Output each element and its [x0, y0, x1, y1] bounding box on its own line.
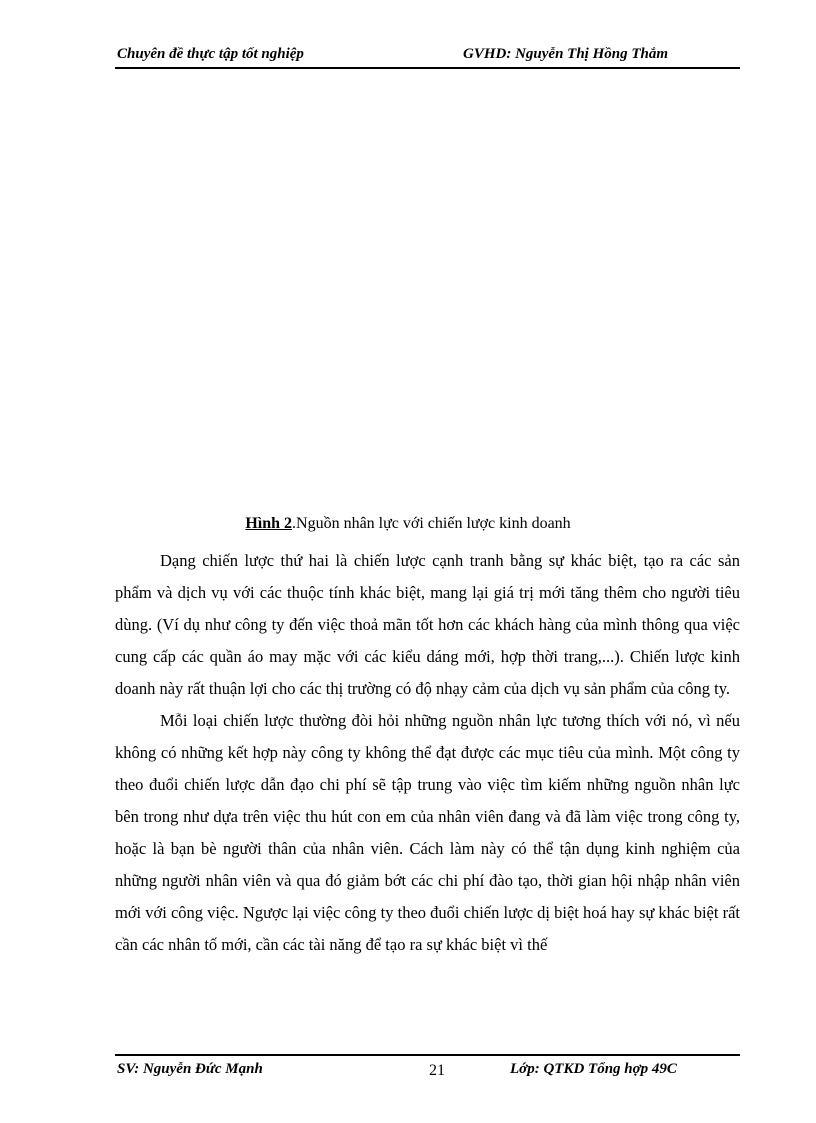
- figure-placeholder: [115, 80, 740, 500]
- figure-caption-text: .Nguồn nhân lực với chiến lược kinh doanh: [292, 515, 571, 532]
- header-document-title: Chuyên đề thực tập tốt nghiệp: [117, 46, 304, 62]
- page-footer: [115, 1054, 740, 1080]
- footer-class: Lớp: QTKD Tổng hợp 49C: [510, 1061, 677, 1077]
- paragraph-1: Dạng chiến lược thứ hai là chiến lược cạnh tranh bằng sự khác biệt, tạo ra các sản phẩm và dịch vụ với các thuộc tính khác biệt, mang lại giá trị mới tăng thêm cho người tiêu dùng. (Ví dụ như công ty đến việc thoả mãn tốt hơn các khách hàng của mình thông qua việc cung cấp các quần áo may mặc với các kiểu dáng mới, hợp thời trang,...). Chiến lược kinh doanh này rất thuận lợi cho các thị trường có độ nhạy cảm của dịch vụ sản phẩm của công ty.: [115, 551, 740, 698]
- figure-caption-label: Hình 2: [245, 515, 293, 532]
- figure-caption: [0, 513, 816, 535]
- page-header: [115, 45, 740, 69]
- footer-student: SV: Nguyễn Đức Mạnh: [117, 1061, 263, 1077]
- body-text: [115, 545, 740, 961]
- page-number: 21: [429, 1062, 445, 1079]
- header-supervisor: GVHD: Nguyễn Thị Hồng Thắm: [463, 46, 669, 62]
- paragraph-2: Mỗi loại chiến lược thường đòi hỏi những nguồn nhân lực tương thích với nó, vì nếu không có những kết hợp này công ty không thể đạt được các mục tiêu của mình. Một công ty theo đuổi chiến lược dẫn đạo chi phí sẽ tập trung vào việc tìm kiếm những nguồn nhân lực bên trong như dựa trên việc thu hút con em của nhân viên đang và đã làm việc trong công ty, hoặc là bạn bè người thân của nhân viên. Cách làm này có thể tận dụng kinh nghiệm của những người nhân viên và qua đó giảm bớt các chi phí đào tạo, thời gian hội nhập nhân viên mới với công việc. Ngược lại việc công ty theo đuổi chiến lược dị biệt hoá hay sự khác biệt rất cần các nhân tố mới, cần các tài năng để tạo ra sự khác biệt vì thế: [115, 711, 740, 954]
